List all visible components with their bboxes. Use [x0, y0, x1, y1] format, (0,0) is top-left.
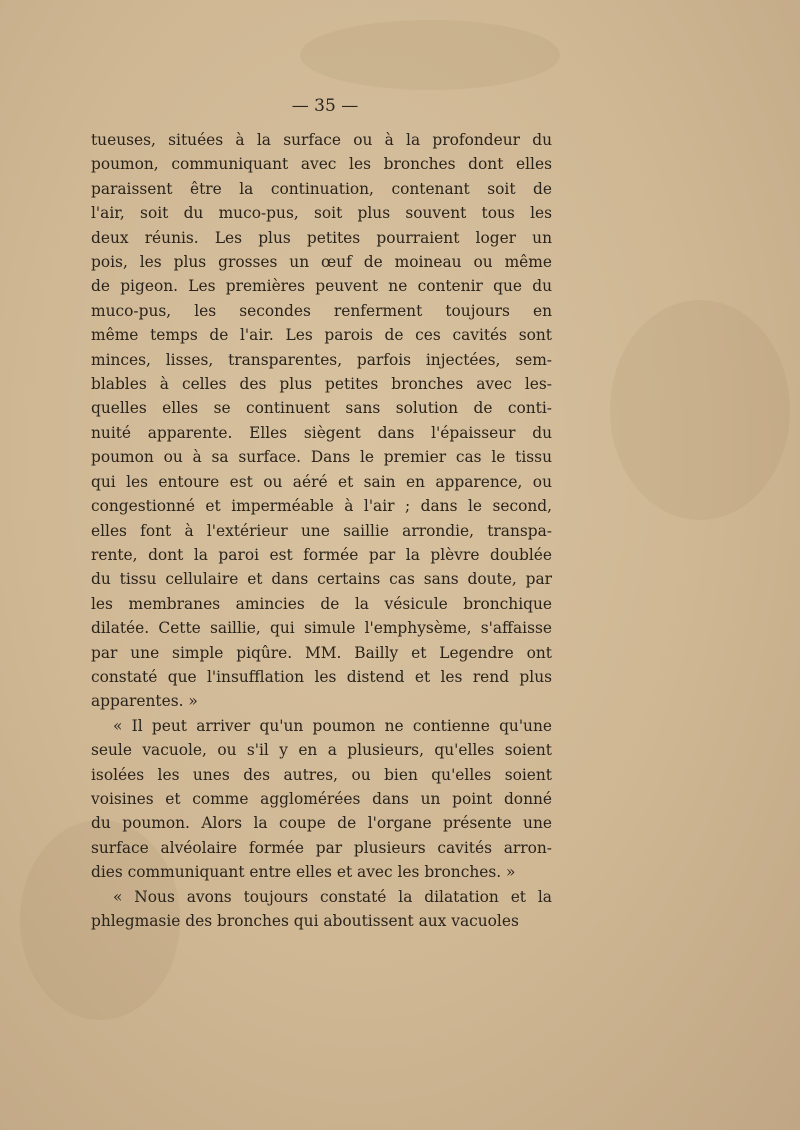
- text-line: voisines et comme agglomérées dans un point donné: [91, 789, 552, 808]
- text-line: isolées les unes des autres, ou bien qu'elles soient: [91, 765, 552, 784]
- text-line: minces, lisses, transparentes, parfois injectées, sem-: [91, 350, 552, 369]
- text-line: l'air, soit du muco-pus, soit plus souvent tous les: [91, 204, 552, 223]
- text-line: qui les entoure est ou aéré et sain en apparence, ou: [91, 472, 552, 491]
- text-line: constaté que l'insufflation les distend et les rend plus: [91, 667, 552, 686]
- text-line: surface alvéolaire formée par plusieurs cavités arron-: [91, 838, 552, 857]
- page-number: — 35 —: [291, 96, 359, 116]
- body-text: [91, 128, 552, 933]
- text-line: muco-pus, les secondes renferment toujours en: [91, 301, 552, 320]
- text-line: du poumon. Alors la coupe de l'organe présente une: [91, 814, 552, 833]
- text-line: paraissent être la continuation, contenant soit de: [91, 179, 552, 198]
- text-line: pois, les plus grosses un œuf de moineau ou même: [91, 253, 552, 272]
- text-line: elles font à l'extérieur une saillie arrondie, transpa-: [91, 521, 552, 540]
- text-line: congestionné et imperméable à l'air ; dans le second,: [91, 497, 552, 516]
- text-line: de pigeon. Les premières peuvent ne contenir que du: [91, 277, 552, 296]
- text-line: même temps de l'air. Les parois de ces cavités sont: [91, 326, 552, 345]
- text-line: par une simple piqûre. MM. Bailly et Legendre ont: [91, 643, 552, 662]
- text-line: dilatée. Cette saillie, qui simule l'emphysème, s'affaisse: [91, 619, 552, 638]
- paper-stain: [300, 20, 560, 90]
- text-line: nuité apparente. Elles siègent dans l'épaisseur du: [91, 423, 552, 442]
- text-line: quelles elles se continuent sans solution de conti-: [91, 399, 552, 418]
- text-line: poumon ou à sa surface. Dans le premier cas le tissu: [91, 448, 552, 467]
- text-line: « Il peut arriver qu'un poumon ne contienne qu'une: [113, 716, 552, 735]
- text-line: du tissu cellulaire et dans certains cas sans doute, par: [91, 570, 552, 589]
- text-line: blables à celles des plus petites bronches avec les-: [91, 375, 552, 394]
- text-line: seule vacuole, ou s'il y en a plusieurs, qu'elles soient: [91, 741, 552, 760]
- text-line: poumon, communiquant avec les bronches dont elles: [91, 155, 552, 174]
- text-line: dies communiquant entre elles et avec les bronches. »: [91, 863, 516, 882]
- text-line: apparentes. »: [91, 692, 198, 711]
- text-line: tueuses, situées à la surface ou à la profondeur du: [91, 131, 552, 149]
- paper-stain: [610, 300, 790, 520]
- text-line: les membranes amincies de la vésicule bronchique: [91, 594, 552, 613]
- text-line: rente, dont la paroi est formée par la plèvre doublée: [91, 545, 552, 564]
- text-line: deux réunis. Les plus petites pourraient loger un: [91, 228, 552, 247]
- text-line: « Nous avons toujours constaté la dilatation et la: [113, 887, 552, 906]
- text-line: phlegmasie des bronches qui aboutissent aux vacuoles: [91, 912, 519, 930]
